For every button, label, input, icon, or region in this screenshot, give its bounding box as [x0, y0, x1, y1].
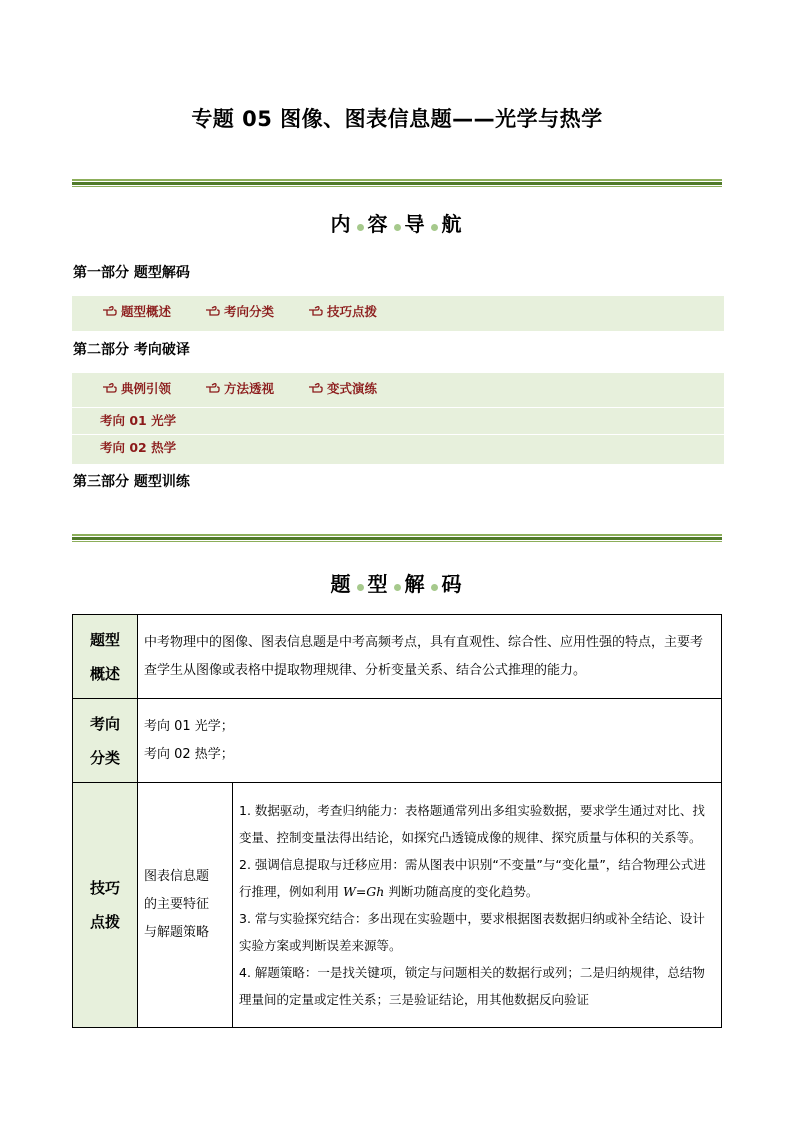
pointing-hand-icon [102, 382, 118, 394]
band-divider [72, 434, 724, 435]
row-header-overview: 题型 概述 [73, 615, 138, 699]
part2-nav-band [72, 373, 724, 464]
bullet-dot-icon [431, 584, 438, 591]
nav-heading: 内 容 导 航 [330, 212, 464, 236]
part2-label: 第二部分 考向破译 [73, 342, 190, 358]
pointing-hand-icon [102, 305, 118, 317]
pointing-hand-icon [205, 382, 221, 394]
document-title: 专题 05 图像、图表信息题——光学与热学 [191, 107, 603, 131]
nav-link-variants[interactable]: 变式演练 [308, 379, 377, 397]
tip-point-3: 3. 常与实验探究结合：多出现在实验题中，要求根据图表数据归纳或补全结论、设计实验方案或判断误差来源等。 [239, 911, 705, 953]
bullet-dot-icon [357, 584, 364, 591]
part1-nav-band [72, 296, 724, 331]
nav-link-examples[interactable]: 典例引领 [102, 379, 171, 397]
pointing-hand-icon [308, 305, 324, 317]
pointing-hand-icon [308, 382, 324, 394]
tips-subheader: 图表信息题 的主要特征 与解题策略 [138, 783, 233, 1028]
divider-rule-middle [72, 534, 722, 542]
tip-point-2: 2. 强调信息提取与迁移应用：需从图表中识别“不变量”与“变化量”，结合物理公式进行推理，例如利用 W=Gh 判断功随高度的变化趋势。 [239, 857, 706, 899]
overview-text: 中考物理中的图像、图表信息题是中考高频考点，具有直观性、综合性、应用性强的特点，主要考查学生从图像或表格中提取物理规律、分析变量关系、结合公式推理的能力。 [138, 615, 722, 699]
bullet-dot-icon [394, 224, 401, 231]
decode-heading: 题 型 解 码 [330, 572, 464, 596]
formula: W=Gh [342, 884, 385, 899]
divider-rule-top [72, 179, 722, 187]
row-header-category: 考向 分类 [73, 699, 138, 783]
tip-point-4: 4. 解题策略：一是找关键项，锁定与问题相关的数据行或列；二是归纳规律，总结物理量间的定量或定性关系；三是验证结论，用其他数据反向验证 [239, 965, 705, 1007]
nav-link-optics[interactable]: 考向 01 光学 [100, 413, 177, 428]
decode-table [72, 614, 722, 1028]
table-row-overview [73, 615, 722, 699]
bullet-dot-icon [357, 224, 364, 231]
bullet-dot-icon [394, 584, 401, 591]
tips-content [233, 783, 722, 1028]
category-text: 考向 01 光学； 考向 02 热学； [138, 699, 722, 783]
bullet-dot-icon [431, 224, 438, 231]
band-divider [72, 407, 724, 408]
row-header-tips: 技巧 点拨 [73, 783, 138, 1028]
table-row-category [73, 699, 722, 783]
part1-label: 第一部分 题型解码 [73, 265, 190, 281]
pointing-hand-icon [205, 305, 221, 317]
nav-link-overview[interactable]: 题型概述 [102, 302, 171, 320]
nav-link-tips[interactable]: 技巧点拨 [308, 302, 377, 320]
table-row-tips [73, 783, 722, 1028]
nav-link-thermal[interactable]: 考向 02 热学 [100, 440, 177, 455]
tip-point-1: 1. 数据驱动，考查归纳能力：表格题通常列出多组实验数据，要求学生通过对比、找变量、控制变量法得出结论，如探究凸透镜成像的规律、探究质量与体积的关系等。 [239, 803, 705, 845]
part3-label: 第三部分 题型训练 [73, 474, 190, 490]
nav-link-category[interactable]: 考向分类 [205, 302, 274, 320]
nav-link-methods[interactable]: 方法透视 [205, 379, 274, 397]
